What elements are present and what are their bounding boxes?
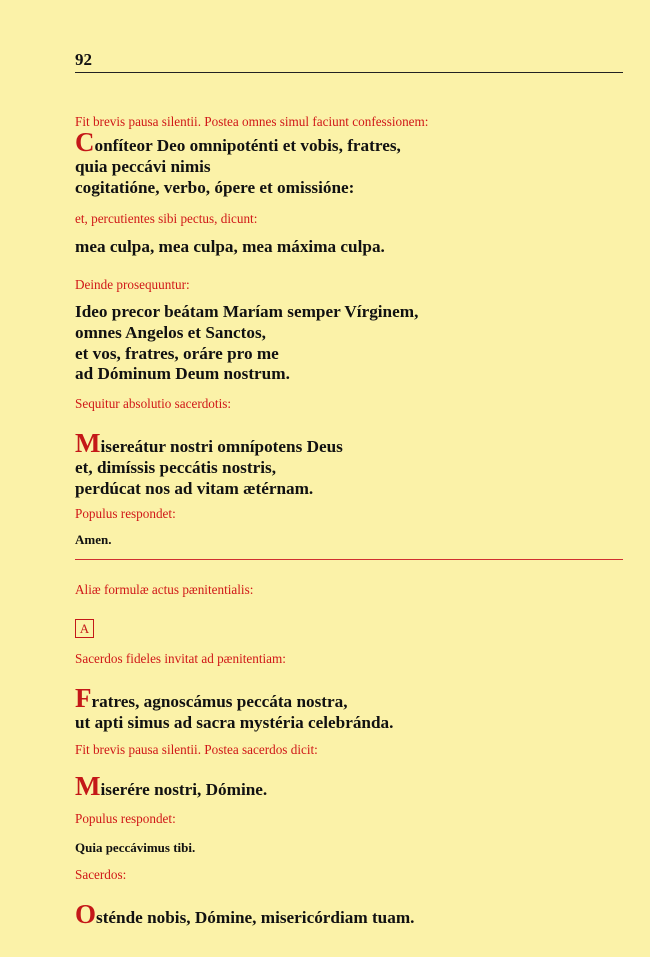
rubric-pause-sacerdos: Fit brevis pausa silentii. Postea sacerdos dicit: bbox=[75, 742, 318, 757]
fratres-invitation bbox=[75, 683, 394, 734]
misereatur-prayer bbox=[75, 428, 343, 499]
drop-initial-m: M bbox=[75, 428, 101, 458]
ideo-line-2: omnes Angelos et Sanctos, bbox=[75, 322, 266, 342]
ideo-line-3: et vos, fratres, oráre pro me bbox=[75, 343, 279, 363]
rubric-absolutio: Sequitur absolutio sacerdotis: bbox=[75, 396, 232, 411]
confiteor-prayer bbox=[75, 127, 401, 198]
drop-initial-f: F bbox=[75, 683, 92, 713]
rubric-percutientes: et, percutientes sibi pectus, dicunt: bbox=[75, 211, 258, 226]
confiteor-line-1: Confíteor Deo omnipoténti et vobis, fratres, bbox=[75, 127, 401, 157]
misereatur-line-3: perdúcat nos ad vitam ætérnam. bbox=[75, 478, 314, 498]
page-number: 92 bbox=[75, 50, 92, 69]
confiteor-line-3: cogitatióne, verbo, ópere et omissióne: bbox=[75, 177, 355, 197]
drop-initial-c: C bbox=[75, 127, 95, 157]
misereatur-line-2: et, dimíssis peccátis nostris, bbox=[75, 457, 276, 477]
miserere-line: Miserére nostri, Dómine. bbox=[75, 771, 268, 801]
rubric-aliae-formulae: Aliæ formulæ actus pænitentialis: bbox=[75, 582, 254, 597]
section-a-badge: A bbox=[75, 619, 94, 638]
fratres-line-1: Fratres, agnoscámus peccáta nostra, bbox=[75, 683, 348, 713]
ostende-line: Osténde nobis, Dómine, misericórdiam tuam. bbox=[75, 899, 415, 929]
rubric-sacerdos-invitat: Sacerdos fideles invitat ad pænitentiam: bbox=[75, 651, 286, 666]
confiteor-line-2: quia peccávi nimis bbox=[75, 156, 211, 176]
fratres-line-2: ut apti simus ad sacra mystéria celebránda. bbox=[75, 712, 394, 732]
rubric-sacerdos: Sacerdos: bbox=[75, 867, 127, 882]
rubric-populus-1: Populus respondet: bbox=[75, 506, 176, 521]
section-divider bbox=[75, 559, 623, 560]
ideo-line-4: ad Dóminum Deum nostrum. bbox=[75, 364, 290, 384]
drop-initial-m-2: M bbox=[75, 771, 101, 801]
quia-response: Quia peccávimus tibi. bbox=[75, 840, 196, 855]
ideo-precor-prayer bbox=[75, 302, 418, 385]
rubric-pause-confession: Fit brevis pausa silentii. Postea omnes simul faciunt confessionem: bbox=[75, 114, 429, 129]
rubric-populus-2: Populus respondet: bbox=[75, 811, 176, 826]
drop-initial-o: O bbox=[75, 899, 97, 929]
ideo-line-1: Ideo precor beátam Maríam semper Vírginem, bbox=[75, 302, 419, 321]
mea-culpa-line: mea culpa, mea culpa, mea máxima culpa. bbox=[75, 237, 385, 256]
amen-response: Amen. bbox=[75, 532, 112, 547]
header-rule bbox=[75, 72, 623, 73]
rubric-deinde: Deinde prosequuntur: bbox=[75, 277, 190, 292]
misereatur-line-1: Misereátur nostri omnípotens Deus bbox=[75, 428, 343, 458]
